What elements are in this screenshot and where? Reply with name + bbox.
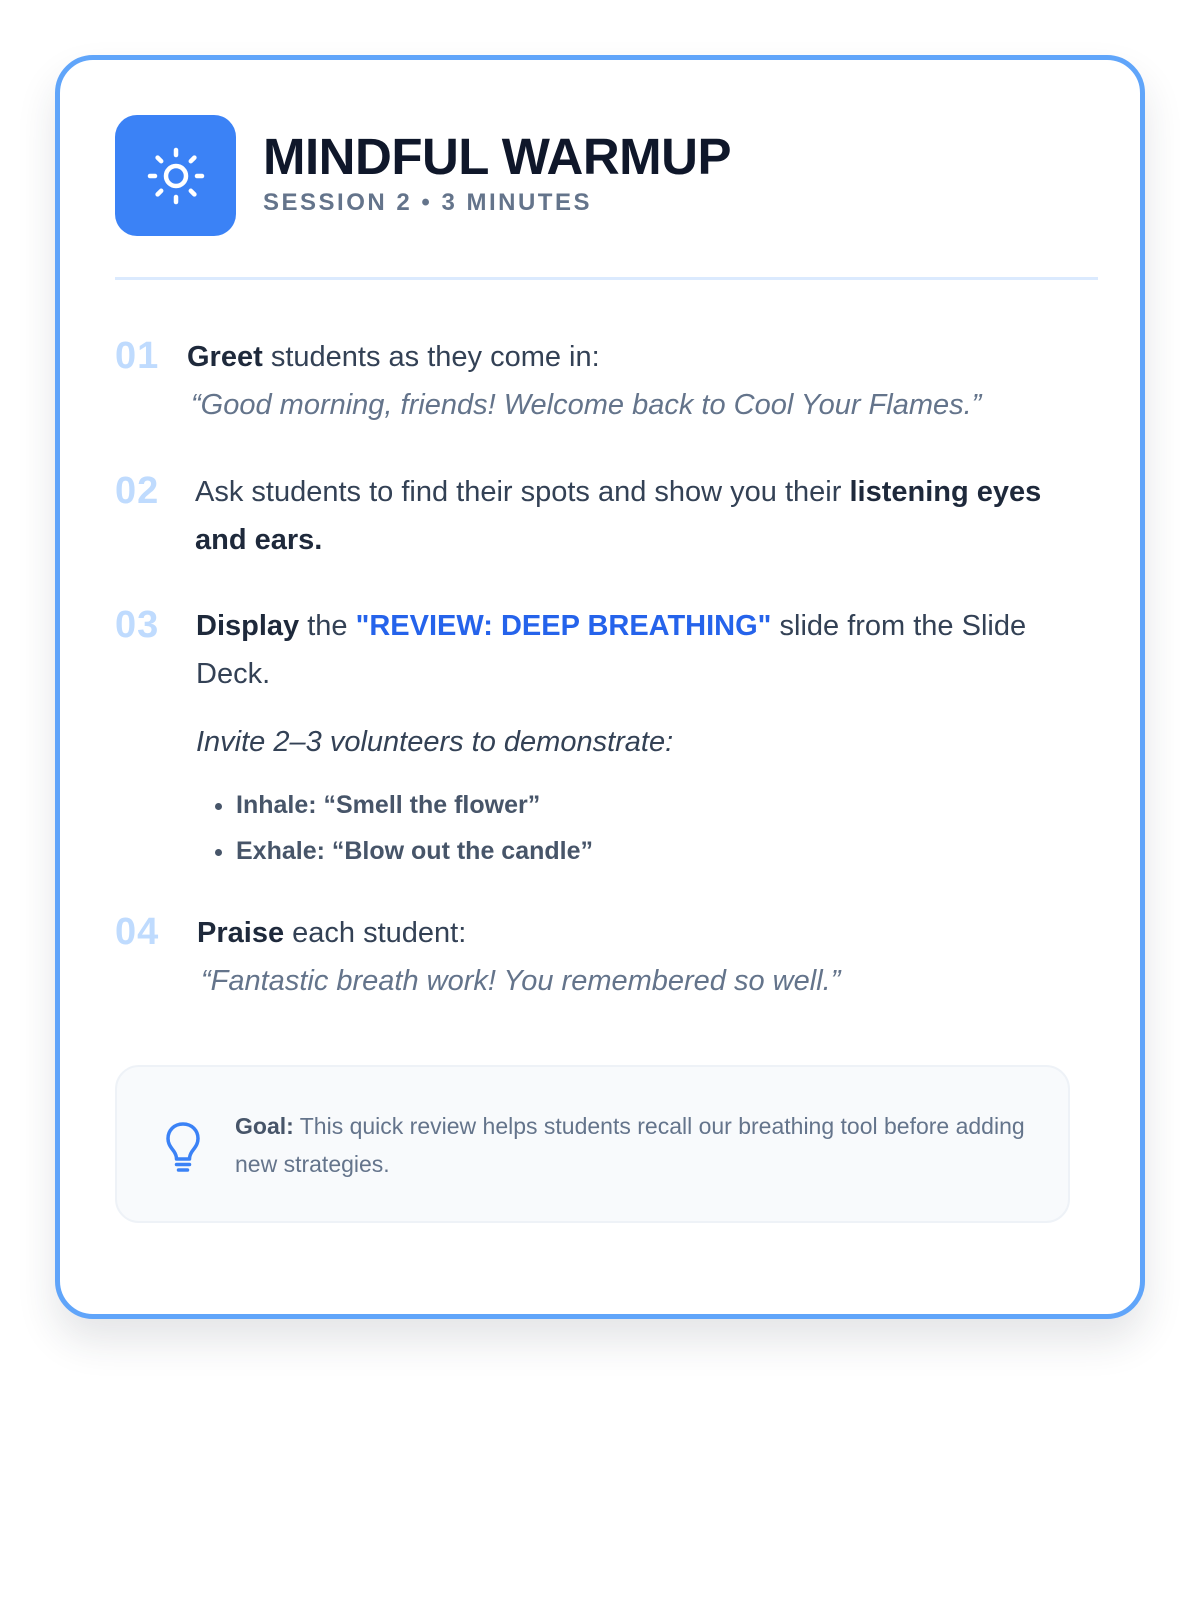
list-item: • Inhale: “Smell the flower”	[236, 782, 1066, 828]
step-number: 03	[115, 604, 160, 646]
goal-description: This quick review helps students recall our breathing tool before adding new strategies.	[235, 1113, 1025, 1177]
goal-text	[235, 1107, 1035, 1183]
step-number: 02	[115, 470, 160, 512]
slide-reference: "REVIEW: DEEP BREATHING"	[355, 610, 772, 642]
step-text: the	[299, 610, 356, 642]
sun-icon	[115, 115, 236, 236]
invite-text: Invite 2–3 volunteers to demonstrate:	[196, 726, 674, 758]
step-text: students as they come in:	[262, 341, 600, 373]
step-lead: Display	[196, 610, 300, 642]
step-body	[195, 468, 1065, 564]
session-subtitle: SESSION 2 • 3 MINUTES	[263, 189, 592, 216]
step-quote: “Good morning, friends! Welcome back to Cool Your Flames.”	[191, 389, 982, 421]
header-divider	[115, 277, 1098, 280]
step-number: 01	[115, 335, 160, 377]
page-title: MINDFUL WARMUP	[263, 128, 732, 185]
step-number: 04	[115, 911, 160, 953]
lesson-card	[55, 55, 1145, 1319]
step-body	[196, 602, 1066, 874]
step-text-after: slide from the Slide Deck.	[196, 610, 1027, 690]
step-body	[197, 909, 840, 1005]
breathing-steps-list	[196, 782, 1066, 874]
goal-callout	[115, 1065, 1070, 1223]
goal-label: Goal:	[235, 1113, 294, 1139]
step-lead: Praise	[197, 917, 285, 949]
lightbulb-icon	[165, 1121, 201, 1178]
step-lead: Greet	[187, 341, 263, 373]
step-bold: listening eyes and ears.	[195, 476, 1042, 556]
list-item: • Exhale: “Blow out the candle”	[236, 828, 1066, 874]
step-text: Ask students to find their spots and show you their	[195, 476, 850, 508]
step-text: each student:	[284, 917, 467, 949]
step-body	[187, 333, 981, 429]
step-quote: “Fantastic breath work! You remembered so well.”	[201, 965, 841, 997]
